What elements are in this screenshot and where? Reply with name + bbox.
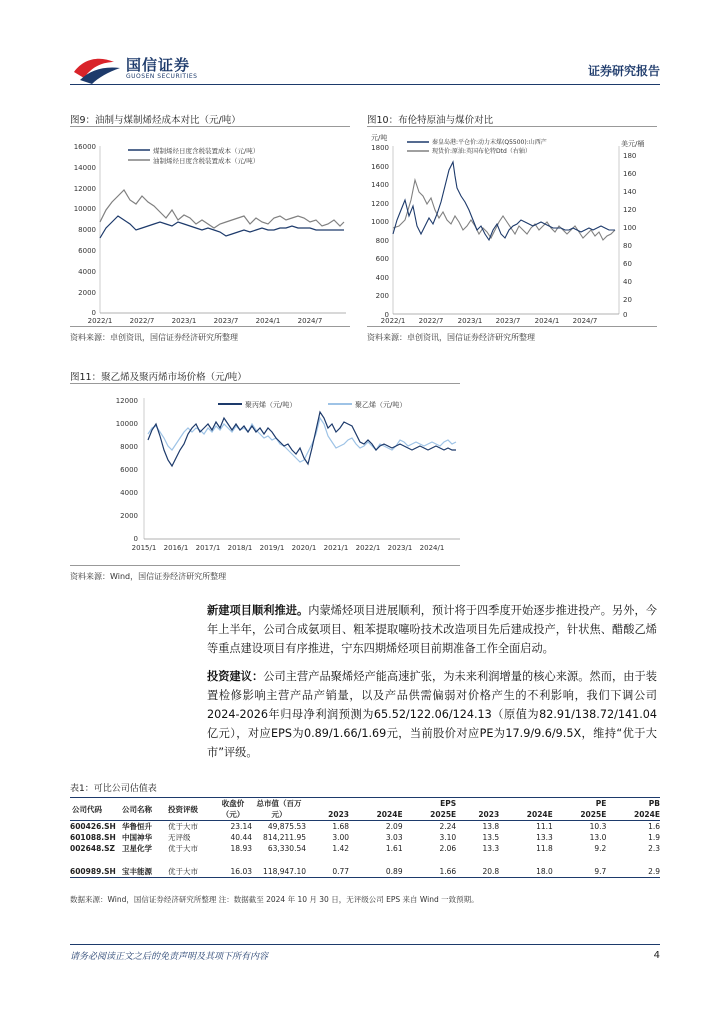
pe-year: 2024E bbox=[526, 810, 553, 819]
cell-pe: 11.1 bbox=[536, 822, 553, 831]
fig11-xtick: 2016/1 bbox=[163, 544, 189, 552]
cell-pe: 18.0 bbox=[536, 867, 553, 876]
cell-pb: 1.6 bbox=[648, 822, 660, 831]
fig10-xtick: 2024/1 bbox=[534, 317, 560, 325]
fig9-ytick: 0 bbox=[91, 309, 96, 317]
footer-disclaimer: 请务必阅读正文之后的免责声明及其项下所有内容 bbox=[70, 952, 269, 962]
col-eps: EPS bbox=[440, 799, 457, 808]
table-row bbox=[70, 843, 660, 854]
fig9-ytick: 8000 bbox=[78, 226, 96, 234]
fig10-rule bbox=[367, 126, 657, 127]
cell-eps: 0.89 bbox=[385, 867, 403, 876]
fig11-xtick: 2015/1 bbox=[131, 544, 157, 552]
cell-eps: 3.00 bbox=[332, 833, 350, 842]
report-type: 证券研究报告 bbox=[587, 64, 660, 78]
fig10-xtick: 2022/7 bbox=[418, 317, 444, 325]
fig9-xtick: 2022/7 bbox=[129, 317, 155, 325]
fig10-ytick-right: 80 bbox=[623, 242, 632, 250]
fig9-ytick: 16000 bbox=[73, 143, 96, 151]
fig11-series-pe bbox=[148, 418, 456, 462]
cell-rating: 优于大市 bbox=[168, 844, 198, 853]
fig10-chart bbox=[367, 130, 659, 325]
paragraph-investment-advice-body: 公司主营产品聚烯烃产能高速扩张，为未来利润增量的核心来源。然而，由于装置检修影响主营产品产销量，以及产品供需偏弱对价格产生的不利影响，我们下调公司2024-2026年归母净利润预测为65.52/122.06/124.13（原值为82.91/138.72/141.04亿元），对应EPS为0.89/1.66/1.69元，当前股价对应PE为17.9/9.6/9.5X，维持“优于大市”评级。 bbox=[207, 670, 657, 759]
cell-pe: 13.3 bbox=[536, 833, 553, 842]
fig10-ytick-right: 180 bbox=[623, 152, 637, 160]
pb-year: 2024E bbox=[634, 810, 660, 819]
cell-close: 40.44 bbox=[230, 833, 252, 842]
fig10-xtick: 2024/7 bbox=[572, 317, 598, 325]
fig10-ytick-left: 1800 bbox=[371, 144, 389, 152]
cell-pe: 20.8 bbox=[482, 867, 500, 876]
fig9-source: 资料来源：卓创资讯，国信证券经济研究所整理 bbox=[70, 333, 238, 342]
fig9-title: 图9：油制与煤制烯烃成本对比（元/吨） bbox=[70, 115, 241, 126]
fig10-legend1: 秦皇岛港:平仓价:动力末煤(Q5500):山西产 bbox=[432, 139, 547, 146]
fig10-series-coal bbox=[393, 162, 615, 240]
fig11-xtick: 2023/1 bbox=[387, 544, 413, 552]
valuation-table-wrap bbox=[70, 797, 660, 878]
cell-rating: 优于大市 bbox=[168, 822, 198, 831]
cell-eps: 2.24 bbox=[439, 822, 457, 831]
fig10-ytick-left: 1200 bbox=[371, 200, 389, 208]
cell-code: 002648.SZ bbox=[70, 844, 115, 853]
cell-eps: 2.06 bbox=[439, 844, 457, 853]
fig11-ytick: 12000 bbox=[115, 397, 138, 405]
header-divider bbox=[70, 84, 660, 85]
cell-eps: 0.77 bbox=[332, 867, 350, 876]
fig10-bottom-rule bbox=[367, 326, 657, 327]
fig10-ytick-right: 140 bbox=[623, 188, 637, 196]
fig10-ytick-right: 100 bbox=[623, 224, 637, 232]
col-mcap: 总市值（百万元） bbox=[256, 799, 302, 819]
fig11-ytick: 4000 bbox=[120, 489, 138, 497]
cell-eps: 1.61 bbox=[385, 844, 403, 853]
table-row bbox=[70, 866, 660, 878]
eps-year: 2023 bbox=[328, 810, 350, 819]
fig10-right-unit: 美元/桶 bbox=[621, 140, 645, 148]
fig10-ytick-left: 1400 bbox=[371, 181, 389, 189]
cell-close: 16.03 bbox=[230, 867, 252, 876]
fig9-series-coal bbox=[100, 216, 344, 238]
cell-eps: 3.03 bbox=[385, 833, 403, 842]
fig9-ytick: 4000 bbox=[78, 268, 96, 276]
col-rating: 投资评级 bbox=[168, 804, 198, 814]
fig9-ytick: 14000 bbox=[73, 164, 96, 172]
fig11-rule bbox=[70, 383, 460, 384]
eps-year: 2024E bbox=[376, 810, 403, 819]
company-en-name: GUOSEN SECURITIES bbox=[126, 73, 198, 80]
fig10-ytick-right: 20 bbox=[623, 296, 632, 304]
fig9-xtick: 2024/7 bbox=[297, 317, 323, 325]
fig11-xtick: 2022/1 bbox=[355, 544, 381, 552]
cell-close: 23.14 bbox=[230, 822, 252, 831]
fig9-ytick: 12000 bbox=[73, 185, 96, 193]
cell-pe: 13.3 bbox=[482, 844, 500, 853]
fig10-ytick-right: 40 bbox=[623, 278, 632, 286]
fig9-ytick: 10000 bbox=[73, 205, 96, 213]
cell-close: 18.93 bbox=[230, 844, 252, 853]
cell-code: 601088.SH bbox=[70, 833, 116, 842]
fig10-ytick-left: 400 bbox=[375, 274, 389, 282]
fig9-xtick: 2023/1 bbox=[171, 317, 197, 325]
valuation-table bbox=[70, 797, 660, 878]
fig10-ytick-right: 0 bbox=[623, 311, 628, 319]
cell-pe: 13.5 bbox=[482, 833, 500, 842]
fig11-ytick: 2000 bbox=[120, 512, 138, 520]
col-pb: PB bbox=[648, 799, 660, 808]
fig9-xtick: 2023/7 bbox=[213, 317, 239, 325]
fig11-ytick: 8000 bbox=[120, 443, 138, 451]
fig10-legend2: 现货价:原油:英国布伦特Dtd（右轴） bbox=[432, 148, 531, 155]
cell-name: 宝丰能源 bbox=[122, 867, 152, 876]
fig9-chart bbox=[70, 130, 352, 325]
table-title: 表1：可比公司估值表 bbox=[70, 784, 157, 794]
paragraph-new-projects bbox=[207, 601, 657, 658]
paragraph-investment-advice bbox=[207, 667, 657, 762]
cell-pb: 2.9 bbox=[648, 867, 660, 876]
logo-icon bbox=[70, 52, 122, 86]
cell-pb: 1.9 bbox=[648, 833, 660, 842]
fig9-legend2: 油制烯烃日度含税装置成本（元/吨） bbox=[153, 157, 260, 165]
fig9-ytick: 2000 bbox=[78, 289, 96, 297]
cell-name: 华鲁恒升 bbox=[122, 822, 152, 831]
fig10-ytick-left: 600 bbox=[375, 255, 389, 263]
fig11-chart bbox=[70, 388, 470, 558]
cell-mcap: 63,330.54 bbox=[267, 844, 306, 853]
fig10-ytick-left: 800 bbox=[375, 237, 389, 245]
fig10-title: 图10：布伦特原油与煤价对比 bbox=[367, 115, 494, 126]
cell-pe: 13.0 bbox=[589, 833, 607, 842]
fig10-xtick: 2023/7 bbox=[495, 317, 521, 325]
cell-code: 600426.SH bbox=[70, 822, 116, 831]
cell-eps: 3.10 bbox=[439, 833, 457, 842]
table-row bbox=[70, 832, 660, 843]
cell-name: 中国神华 bbox=[122, 833, 152, 842]
col-close: 收盘价（元） bbox=[221, 799, 245, 819]
fig9-rule bbox=[70, 126, 350, 127]
table-row bbox=[70, 821, 660, 833]
col-code: 公司代码 bbox=[72, 804, 102, 814]
fig9-xtick: 2024/1 bbox=[255, 317, 281, 325]
cell-name: 卫星化学 bbox=[122, 844, 152, 853]
cell-mcap: 814,211.95 bbox=[263, 833, 306, 842]
fig11-xtick: 2021/1 bbox=[323, 544, 349, 552]
fig11-ytick: 10000 bbox=[115, 420, 138, 428]
fig10-left-unit: 元/吨 bbox=[371, 134, 388, 142]
pe-year: 2025E bbox=[580, 810, 607, 819]
fig11-bottom-rule bbox=[70, 565, 460, 566]
fig11-xtick: 2017/1 bbox=[195, 544, 221, 552]
cell-pe: 9.2 bbox=[594, 844, 607, 853]
fig11-legend2: 聚乙烯（元/吨） bbox=[355, 401, 407, 409]
fig9-ytick: 6000 bbox=[78, 247, 96, 255]
cell-pe: 13.8 bbox=[482, 822, 500, 831]
cell-eps: 1.66 bbox=[439, 867, 457, 876]
fig9-series-oil bbox=[100, 190, 344, 228]
fig11-series-pp bbox=[148, 412, 456, 466]
fig10-xtick: 2022/1 bbox=[380, 317, 406, 325]
col-name: 公司名称 bbox=[122, 804, 152, 814]
fig9-xtick: 2022/1 bbox=[87, 317, 113, 325]
fig11-source: 资料来源：Wind，国信证券经济研究所整理 bbox=[70, 572, 227, 581]
fig9-legend1: 煤制烯烃日度含税装置成本（元/吨） bbox=[153, 147, 260, 155]
fig11-xtick: 2018/1 bbox=[227, 544, 253, 552]
fig10-ytick-left: 1600 bbox=[371, 163, 389, 171]
cell-mcap: 118,947.10 bbox=[263, 867, 306, 876]
cell-eps: 1.68 bbox=[332, 822, 350, 831]
company-name: 国信证券 bbox=[126, 56, 191, 74]
fig10-ytick-right: 120 bbox=[623, 206, 637, 214]
cell-pb: 2.3 bbox=[648, 844, 660, 853]
cell-pe: 11.8 bbox=[536, 844, 553, 853]
fig10-ytick-right: 60 bbox=[623, 260, 632, 268]
cell-mcap: 49,875.53 bbox=[267, 822, 306, 831]
fig11-ytick: 0 bbox=[133, 535, 138, 543]
cell-pe: 10.3 bbox=[589, 822, 607, 831]
paragraph-new-projects-heading: 新建项目顺利推进。 bbox=[207, 604, 309, 617]
cell-eps: 2.09 bbox=[385, 822, 403, 831]
fig11-xtick: 2024/1 bbox=[419, 544, 445, 552]
cell-pe: 9.7 bbox=[594, 867, 607, 876]
cell-rating: 无评级 bbox=[168, 833, 191, 842]
col-pe: PE bbox=[595, 799, 607, 808]
fig10-series-brent bbox=[393, 180, 615, 240]
cell-rating: 优于大市 bbox=[168, 867, 198, 876]
fig10-source: 资料来源：卓创资讯，国信证券经济研究所整理 bbox=[367, 333, 535, 342]
cell-eps: 1.42 bbox=[332, 844, 350, 853]
fig10-ytick-left: 200 bbox=[375, 292, 389, 300]
page-number: 4 bbox=[653, 950, 660, 961]
table-note: 数据来源：Wind，国信证券经济研究所整理 注：数据截至 2024 年 10 月 30 日，无评级公司 EPS 来自 Wind 一致预期。 bbox=[70, 895, 479, 904]
fig11-xtick: 2019/1 bbox=[259, 544, 285, 552]
fig11-ytick: 6000 bbox=[120, 466, 138, 474]
fig11-legend1: 聚丙烯（元/吨） bbox=[245, 401, 297, 409]
fig11-xtick: 2020/1 bbox=[291, 544, 317, 552]
fig10-xtick: 2023/1 bbox=[457, 317, 483, 325]
eps-year: 2025E bbox=[430, 810, 457, 819]
footer-divider bbox=[70, 944, 660, 945]
pe-year: 2023 bbox=[478, 810, 500, 819]
fig9-bottom-rule bbox=[70, 326, 350, 327]
fig11-title: 图11：聚乙烯及聚丙烯市场价格（元/吨） bbox=[70, 372, 247, 383]
cell-code: 600989.SH bbox=[70, 867, 116, 876]
paragraph-new-projects-body: 内蒙烯烃项目进展顺利，预计将于四季度开始逐步推进投产。另外，今年上半年，公司合成氨项目、粗苯提取噻吩技术改造项目先后建成投产，针状焦、醋酸乙烯等重点建设项目有序推进，宁东四期烯烃项目前期准备工作全面启动。 bbox=[207, 604, 657, 655]
fig10-ytick-left: 1000 bbox=[371, 218, 389, 226]
paragraph-investment-advice-heading: 投资建议： bbox=[207, 670, 264, 683]
fig10-ytick-right: 160 bbox=[623, 170, 637, 178]
fig10-ytick-left: 0 bbox=[384, 311, 389, 319]
